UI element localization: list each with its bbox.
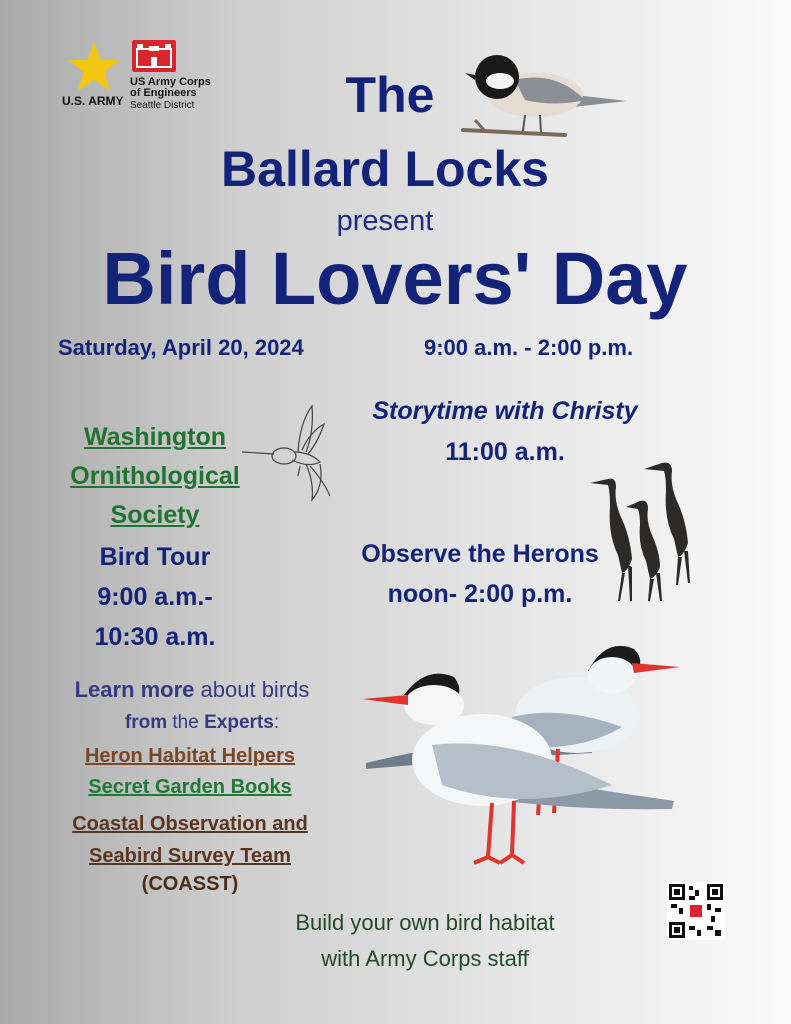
build-line2: with Army Corps staff <box>321 946 529 971</box>
wos-line1: Washington <box>83 423 227 451</box>
event-time: 9:00 a.m. - 2:00 p.m. <box>424 335 634 360</box>
tern-illustration <box>362 635 687 870</box>
learn-line1 <box>42 677 342 703</box>
secret-garden-books-link[interactable]: Secret Garden Books <box>88 776 292 798</box>
wos-line2: Ornithological <box>70 462 240 490</box>
learn-line2 <box>92 712 312 734</box>
build-habitat <box>250 905 600 977</box>
army-star-icon <box>66 40 122 96</box>
learn-mid2: the <box>167 712 205 733</box>
wos-line3: Society <box>110 501 200 529</box>
learn-rest2: : <box>273 712 280 733</box>
page-title: Bird Lovers' Day <box>102 237 688 320</box>
event-date: Saturday, April 20, 2024 <box>58 335 304 360</box>
learn-bold2: from <box>124 712 168 733</box>
tour-line1: Bird Tour <box>99 543 211 571</box>
storytime-title: Storytime with Christy <box>372 397 638 425</box>
chickadee-illustration <box>455 45 635 145</box>
learn-rest1: about birds <box>194 677 310 702</box>
coasst-line1: Coastal Observation and <box>72 813 308 835</box>
coasst-line2: Seabird Survey Team <box>89 845 291 867</box>
title-present: present <box>336 205 434 237</box>
coasst-abbreviation: (COASST) <box>141 873 239 895</box>
herons-time: noon- 2:00 p.m. <box>387 580 573 608</box>
title-ballard-locks: Ballard Locks <box>221 141 549 197</box>
herons-title: Observe the Herons <box>361 540 599 568</box>
tour-line3: 10:30 a.m. <box>94 623 216 651</box>
storytime-time: 11:00 a.m. <box>445 438 565 466</box>
title-the: The <box>345 67 435 123</box>
heron-habitat-helpers-link[interactable]: Heron Habitat Helpers <box>84 745 296 767</box>
army-logo-text: U.S. ARMY <box>62 94 124 108</box>
qr-code <box>667 882 725 940</box>
coasst-link[interactable] <box>40 808 340 872</box>
build-line1: Build your own bird habitat <box>295 910 555 935</box>
corps-castle-icon <box>132 40 176 72</box>
wos-link[interactable] <box>40 418 270 535</box>
bird-tour <box>40 537 270 657</box>
corps-line2: of Engineers <box>130 87 197 99</box>
corps-logo-text <box>130 77 211 99</box>
learn-bold1: Learn more <box>74 677 195 702</box>
corps-district: Seattle District <box>130 100 195 111</box>
heron-silhouettes <box>586 455 716 605</box>
learn-bold3: Experts <box>204 712 274 733</box>
corps-line1: US Army Corps <box>130 76 211 88</box>
tour-line2: 9:00 a.m.- <box>97 583 213 611</box>
